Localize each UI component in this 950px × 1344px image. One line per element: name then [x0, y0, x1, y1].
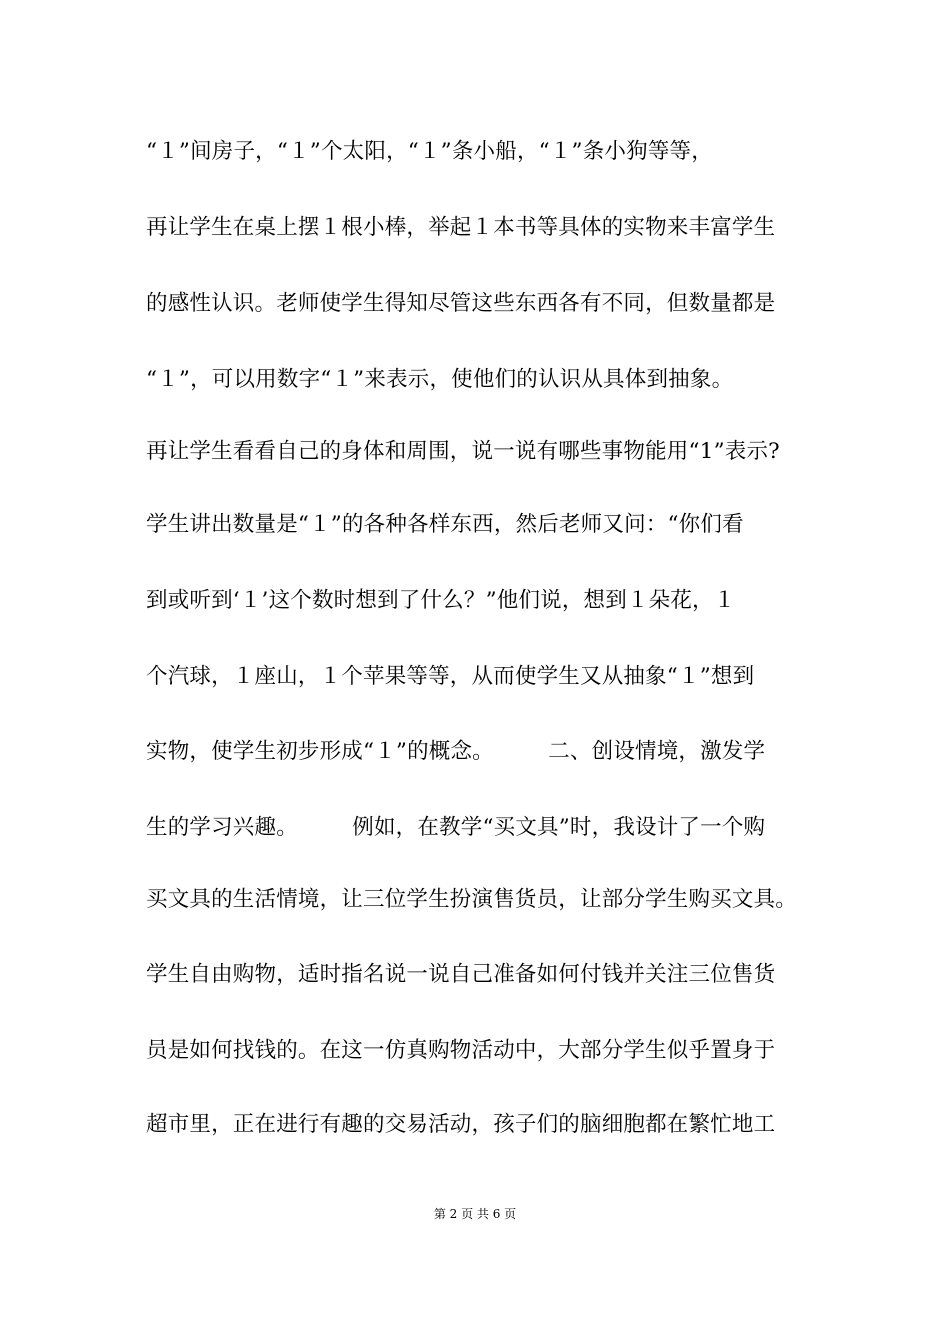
page-footer: [0, 1206, 950, 1222]
text-line-8: 个汽球，１座山，１个苹果等等，从而使学生又从抽象“１”想到: [146, 664, 755, 689]
text-line-9: 实物，使学生初步形成“１”的概念。 二、创设情境，激发学: [146, 739, 766, 764]
text-line-5: 再让学生看看自己的身体和周围，说一说有哪些事物能用“1”表示?: [146, 439, 780, 464]
text-line-2: 再让学生在桌上摆１根小棒，举起１本书等具体的实物来丰富学生: [146, 215, 776, 240]
text-line-14: 超市里，正在进行有趣的交易活动，孩子们的脑细胞都在繁忙地工: [146, 1112, 776, 1137]
text-line-13: 员是如何找钱的。在这一仿真购物活动中，大部分学生似乎置身于: [146, 1038, 776, 1063]
page-number-label: 第 2 页 共 6 页: [433, 1207, 517, 1221]
text-line-11: 买文具的生活情境，让三位学生扮演售货员，让部分学生购买文具。: [146, 887, 798, 912]
text-line-1: “１”间房子，“１”个太阳，“１”条小船，“１”条小狗等等，: [146, 139, 713, 164]
text-line-7: 到或听到‘１’这个数时想到了什么？”他们说，想到１朵花，１: [146, 588, 736, 613]
text-line-12: 学生自由购物，适时指名说一说自己准备如何付钱并关注三位售货: [146, 962, 776, 987]
text-line-10: 生的学习兴趣。 例如，在教学“买文具”时，我设计了一个购: [146, 815, 766, 840]
text-line-3: 的感性认识。老师使学生得知尽管这些东西各有不同，但数量都是: [146, 291, 776, 316]
text-line-4: “１”，可以用数字“１”来表示，使他们的认识从具体到抽象。: [146, 367, 734, 392]
text-line-6: 学生讲出数量是“１”的各种各样东西，然后老师又问：“你们看: [146, 512, 744, 537]
